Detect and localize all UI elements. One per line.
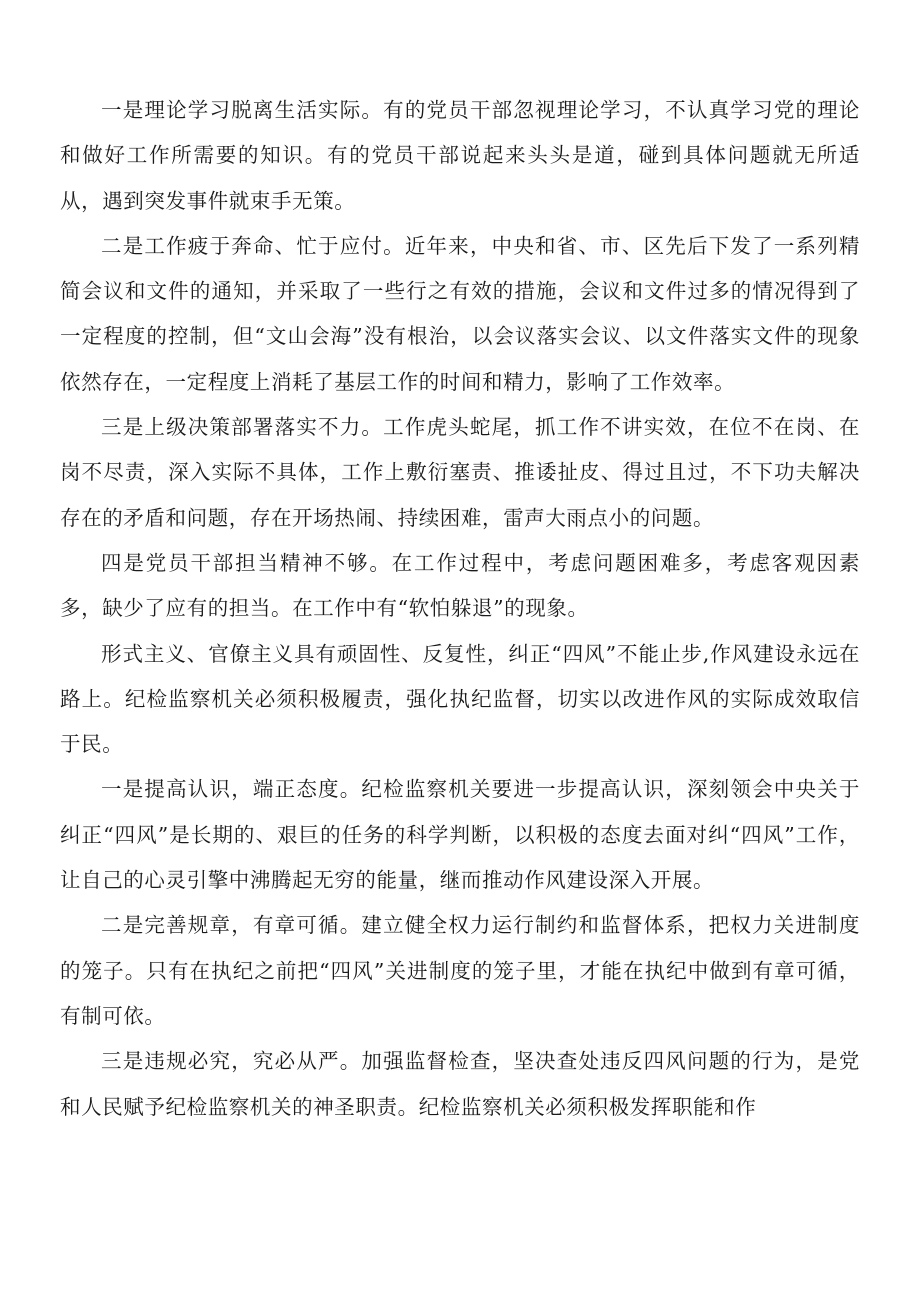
paragraph-2: 二是工作疲于奔命、忙于应付。近年来，中央和省、市、区先后下发了一系列精简会议和文件的通知，并采取了一些行之有效的措施，会议和文件过多的情况得到了一定程度的控制，但“文山会海”没有根治，以会议落实会议、以文件落实文件的现象依然存在，一定程度上消耗了基层工作的时间和精力，影响了工作效率。 (60, 233, 860, 394)
paragraph-8: 三是违规必究，究必从严。加强监督检查，坚决查处违反四风问题的行为，是党和人民赋予纪检监察机关的神圣职责。纪检监察机关必须积极发挥职能和作 (60, 1049, 860, 1119)
paragraph-3: 三是上级决策部署落实不力。工作虎头蛇尾，抓工作不讲实效，在位不在岗、在岗不尽责，深入实际不具体，工作上敷衍塞责、推诿扯皮、得过且过，不下功夫解决存在的矛盾和问题，存在开场热闹、持续困难，雷声大雨点小的问题。 (60, 415, 860, 530)
paragraph-4: 四是党员干部担当精神不够。在工作过程中，考虑问题困难多，考虑客观因素多，缺少了应有的担当。在工作中有“软怕躲退”的现象。 (60, 550, 860, 621)
paragraph-1: 一是理论学习脱离生活实际。有的党员干部忽视理论学习，不认真学习党的理论和做好工作所需要的知识。有的党员干部说起来头头是道，碰到具体问题就无所适从，遇到突发事件就束手无策。 (60, 98, 860, 213)
paragraph-5: 形式主义、官僚主义具有顽固性、反复性，纠正“四风”不能止步,作风建设永远在路上。纪检监察机关必须积极履责，强化执纪监督，切实以改进作风的实际成效取信于民。 (60, 641, 860, 757)
paragraph-6: 一是提高认识，端正态度。纪检监察机关要进一步提高认识，深刻领会中央关于纠正“四风”是长期的、艰巨的任务的科学判断，以积极的态度去面对纠“四风”工作，让自己的心灵引擎中沸腾起无穷的能量，继而推动作风建设深入开展。 (60, 777, 860, 893)
document-body (60, 88, 860, 1130)
paragraph-7: 二是完善规章，有章可循。建立健全权力运行制约和监督体系，把权力关进制度的笼子。只有在执纪之前把“四风”关进制度的笼子里，才能在执纪中做到有章可循，有制可依。 (60, 913, 860, 1028)
